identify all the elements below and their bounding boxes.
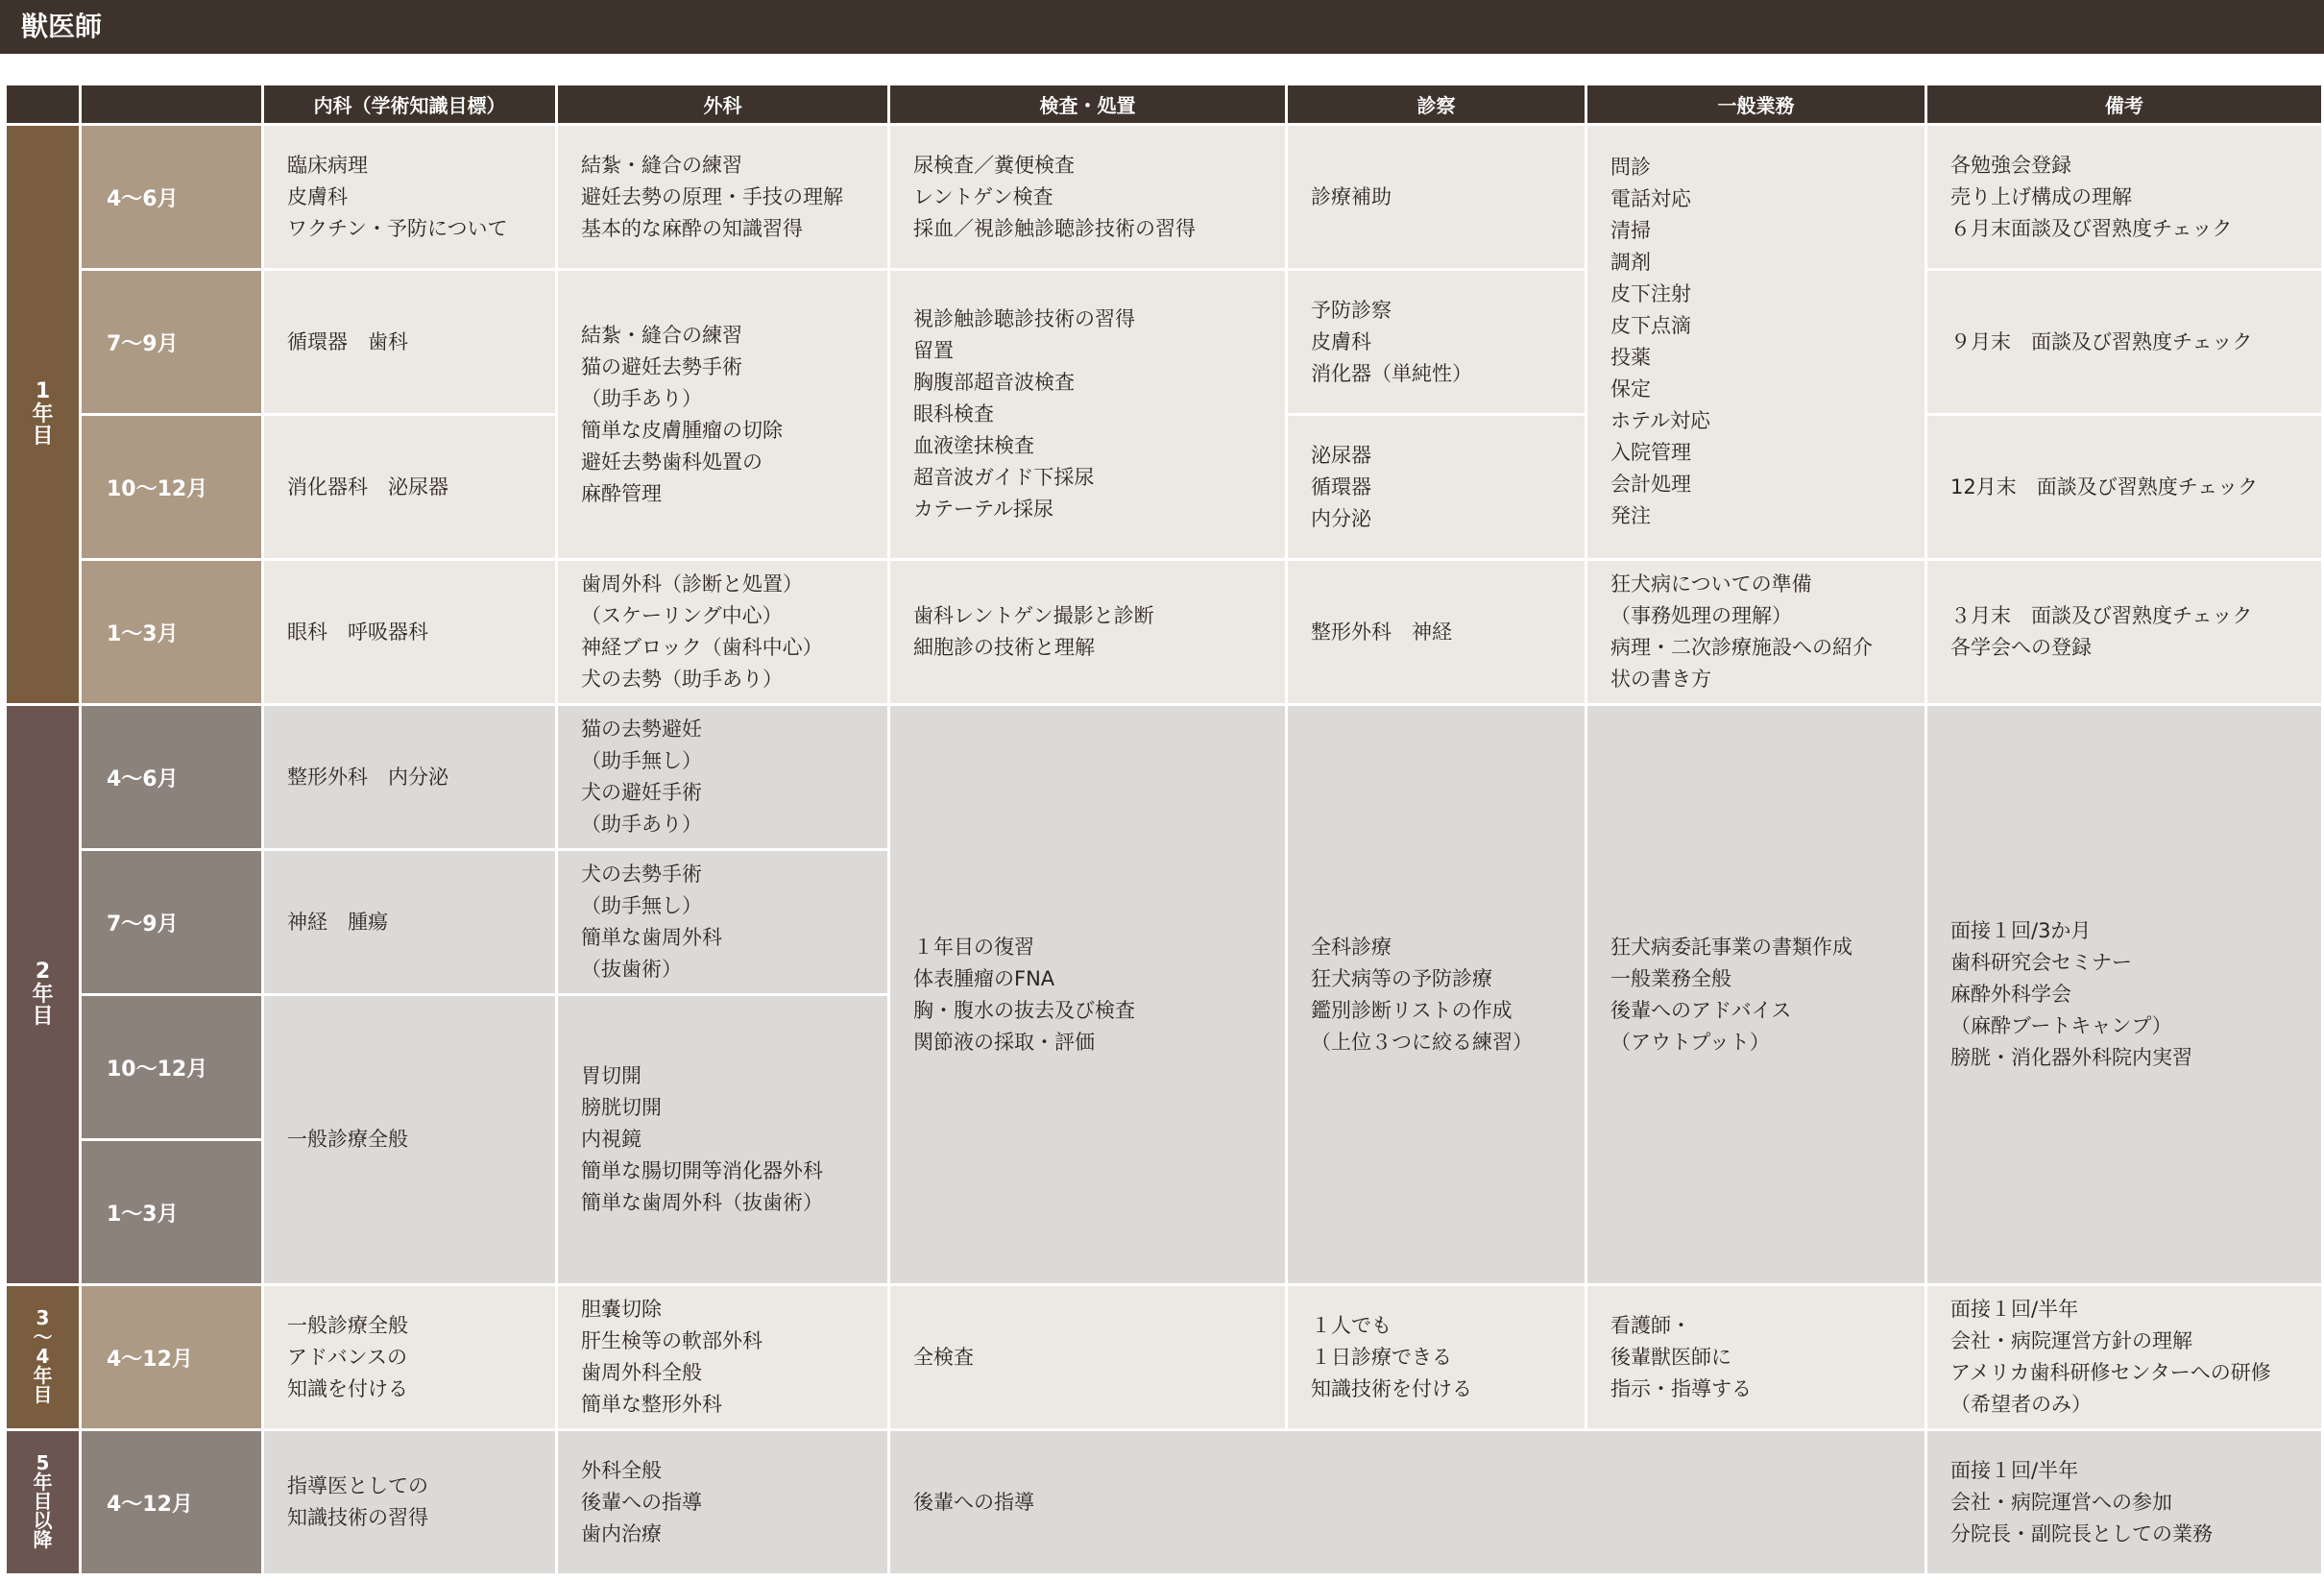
header-year [6, 85, 81, 125]
period-label: 10～12月 [81, 415, 263, 560]
year-3-4-label: 3 〜 4 年 目 [6, 1285, 81, 1430]
period-label: 10～12月 [81, 995, 263, 1140]
geka-cell: 胃切開 膀胱切開 内視鏡 簡単な腸切開等消化器外科 簡単な歯周外科（抜歯術） [557, 995, 889, 1285]
geka-cell: 歯周外科（診断と処置） （スケーリング中心） 神経ブロック（歯科中心） 犬の去勢（助手あり） [557, 560, 889, 705]
kensa-cell: １年目の復習 体表腫瘤のFNA 胸・腹水の抜去及び検査 関節液の採取・評価 [889, 705, 1287, 1285]
table-row [6, 560, 2323, 705]
period-label: 1～3月 [81, 1140, 263, 1285]
table-row [6, 125, 2323, 270]
header-period [81, 85, 263, 125]
gyomu-cell: 狂犬病委託事業の書類作成 一般業務全般 後輩へのアドバイス （アウトプット） [1586, 705, 1926, 1285]
biko-cell: 面接１回/3か月 歯科研究会セミナー 麻酔外科学会 （麻酔ブートキャンプ） 膀胱・消化器外科院内実習 [1926, 705, 2323, 1285]
period-label: 4～6月 [81, 125, 263, 270]
gyomu-cell: 問診 電話対応 清掃 調剤 皮下注射 皮下点滴 投薬 保定 ホテル対応 入院管理 会計処理 発注 [1586, 125, 1926, 560]
header-naika: 内科（学術知識目標） [263, 85, 557, 125]
year-2-label: 2 年 目 [6, 705, 81, 1285]
header-kensa: 検査・処置 [889, 85, 1287, 125]
header-biko: 備考 [1926, 85, 2323, 125]
header-gyomu: 一般業務 [1586, 85, 1926, 125]
header-geka: 外科 [557, 85, 889, 125]
kensa-cell: 後輩への指導 [889, 1430, 1926, 1575]
biko-cell: 各勉強会登録 売り上げ構成の理解 ６月末面談及び習熟度チェック [1926, 125, 2323, 270]
kensa-cell: 尿検査／糞便検査 レントゲン検査 採血／視診触診聴診技術の習得 [889, 125, 1287, 270]
biko-cell: ３月末 面談及び習熟度チェック 各学会への登録 [1926, 560, 2323, 705]
naika-cell: 消化器科 泌尿器 [263, 415, 557, 560]
geka-cell: 外科全般 後輩への指導 歯内治療 [557, 1430, 889, 1575]
geka-cell: 胆嚢切除 肝生検等の軟部外科 歯周外科全般 簡単な整形外科 [557, 1285, 889, 1430]
period-label: 1～3月 [81, 560, 263, 705]
geka-cell: 結紮・縫合の練習 避妊去勢の原理・手技の理解 基本的な麻酔の知識習得 [557, 125, 889, 270]
training-plan-table [4, 83, 2324, 1576]
naika-cell: 眼科 呼吸器科 [263, 560, 557, 705]
naika-cell: 指導医としての 知識技術の習得 [263, 1430, 557, 1575]
kensa-cell: 全検査 [889, 1285, 1287, 1430]
naika-cell: 循環器 歯科 [263, 270, 557, 415]
table-row [6, 1285, 2323, 1430]
period-label: 7～9月 [81, 270, 263, 415]
shinsatsu-cell: １人でも １日診療できる 知識技術を付ける [1287, 1285, 1586, 1430]
year-1-label: 1 年 目 [6, 125, 81, 705]
kensa-cell: 歯科レントゲン撮影と診断 細胞診の技術と理解 [889, 560, 1287, 705]
shinsatsu-cell: 予防診察 皮膚科 消化器（単純性） [1287, 270, 1586, 415]
period-label: 4～12月 [81, 1285, 263, 1430]
shinsatsu-cell: 全科診療 狂犬病等の予防診療 鑑別診断リストの作成 （上位３つに絞る練習） [1287, 705, 1586, 1285]
shinsatsu-cell: 診療補助 [1287, 125, 1586, 270]
biko-cell: 面接１回/半年 会社・病院運営方針の理解 アメリカ歯科研修センターへの研修 （希望者のみ） [1926, 1285, 2323, 1430]
naika-cell: 神経 腫瘍 [263, 850, 557, 995]
table-row [6, 1430, 2323, 1575]
period-label: 4～12月 [81, 1430, 263, 1575]
period-label: 4～6月 [81, 705, 263, 850]
year-5-label: 5 年 目 以 降 [6, 1430, 81, 1575]
gyomu-cell: 狂犬病についての準備 （事務処理の理解） 病理・二次診療施設への紹介 状の書き方 [1586, 560, 1926, 705]
naika-cell: 一般診療全般 [263, 995, 557, 1285]
geka-cell: 結紮・縫合の練習 猫の避妊去勢手術 （助手あり） 簡単な皮膚腫瘤の切除 避妊去勢歯科処置の 麻酔管理 [557, 270, 889, 560]
kensa-cell: 視診触診聴診技術の習得 留置 胸腹部超音波検査 眼科検査 血液塗抹検査 超音波ガイド下採尿 カテーテル採尿 [889, 270, 1287, 560]
gyomu-cell: 看護師・ 後輩獣医師に 指示・指導する [1586, 1285, 1926, 1430]
shinsatsu-cell: 泌尿器 循環器 内分泌 [1287, 415, 1586, 560]
table-row [6, 705, 2323, 850]
geka-cell: 犬の去勢手術 （助手無し） 簡単な歯周外科 （抜歯術） [557, 850, 889, 995]
period-label: 7～9月 [81, 850, 263, 995]
biko-cell: ９月末 面談及び習熟度チェック [1926, 270, 2323, 415]
biko-cell: 12月末 面談及び習熟度チェック [1926, 415, 2323, 560]
naika-cell: 整形外科 内分泌 [263, 705, 557, 850]
page-title: 獣医師 [0, 0, 2324, 54]
biko-cell: 面接１回/半年 会社・病院運営への参加 分院長・副院長としての業務 [1926, 1430, 2323, 1575]
naika-cell: 臨床病理 皮膚科 ワクチン・予防について [263, 125, 557, 270]
naika-cell: 一般診療全般 アドバンスの 知識を付ける [263, 1285, 557, 1430]
header-row [6, 85, 2323, 125]
geka-cell: 猫の去勢避妊 （助手無し） 犬の避妊手術 （助手あり） [557, 705, 889, 850]
table-row [6, 270, 2323, 415]
shinsatsu-cell: 整形外科 神経 [1287, 560, 1586, 705]
header-shinsatsu: 診察 [1287, 85, 1586, 125]
